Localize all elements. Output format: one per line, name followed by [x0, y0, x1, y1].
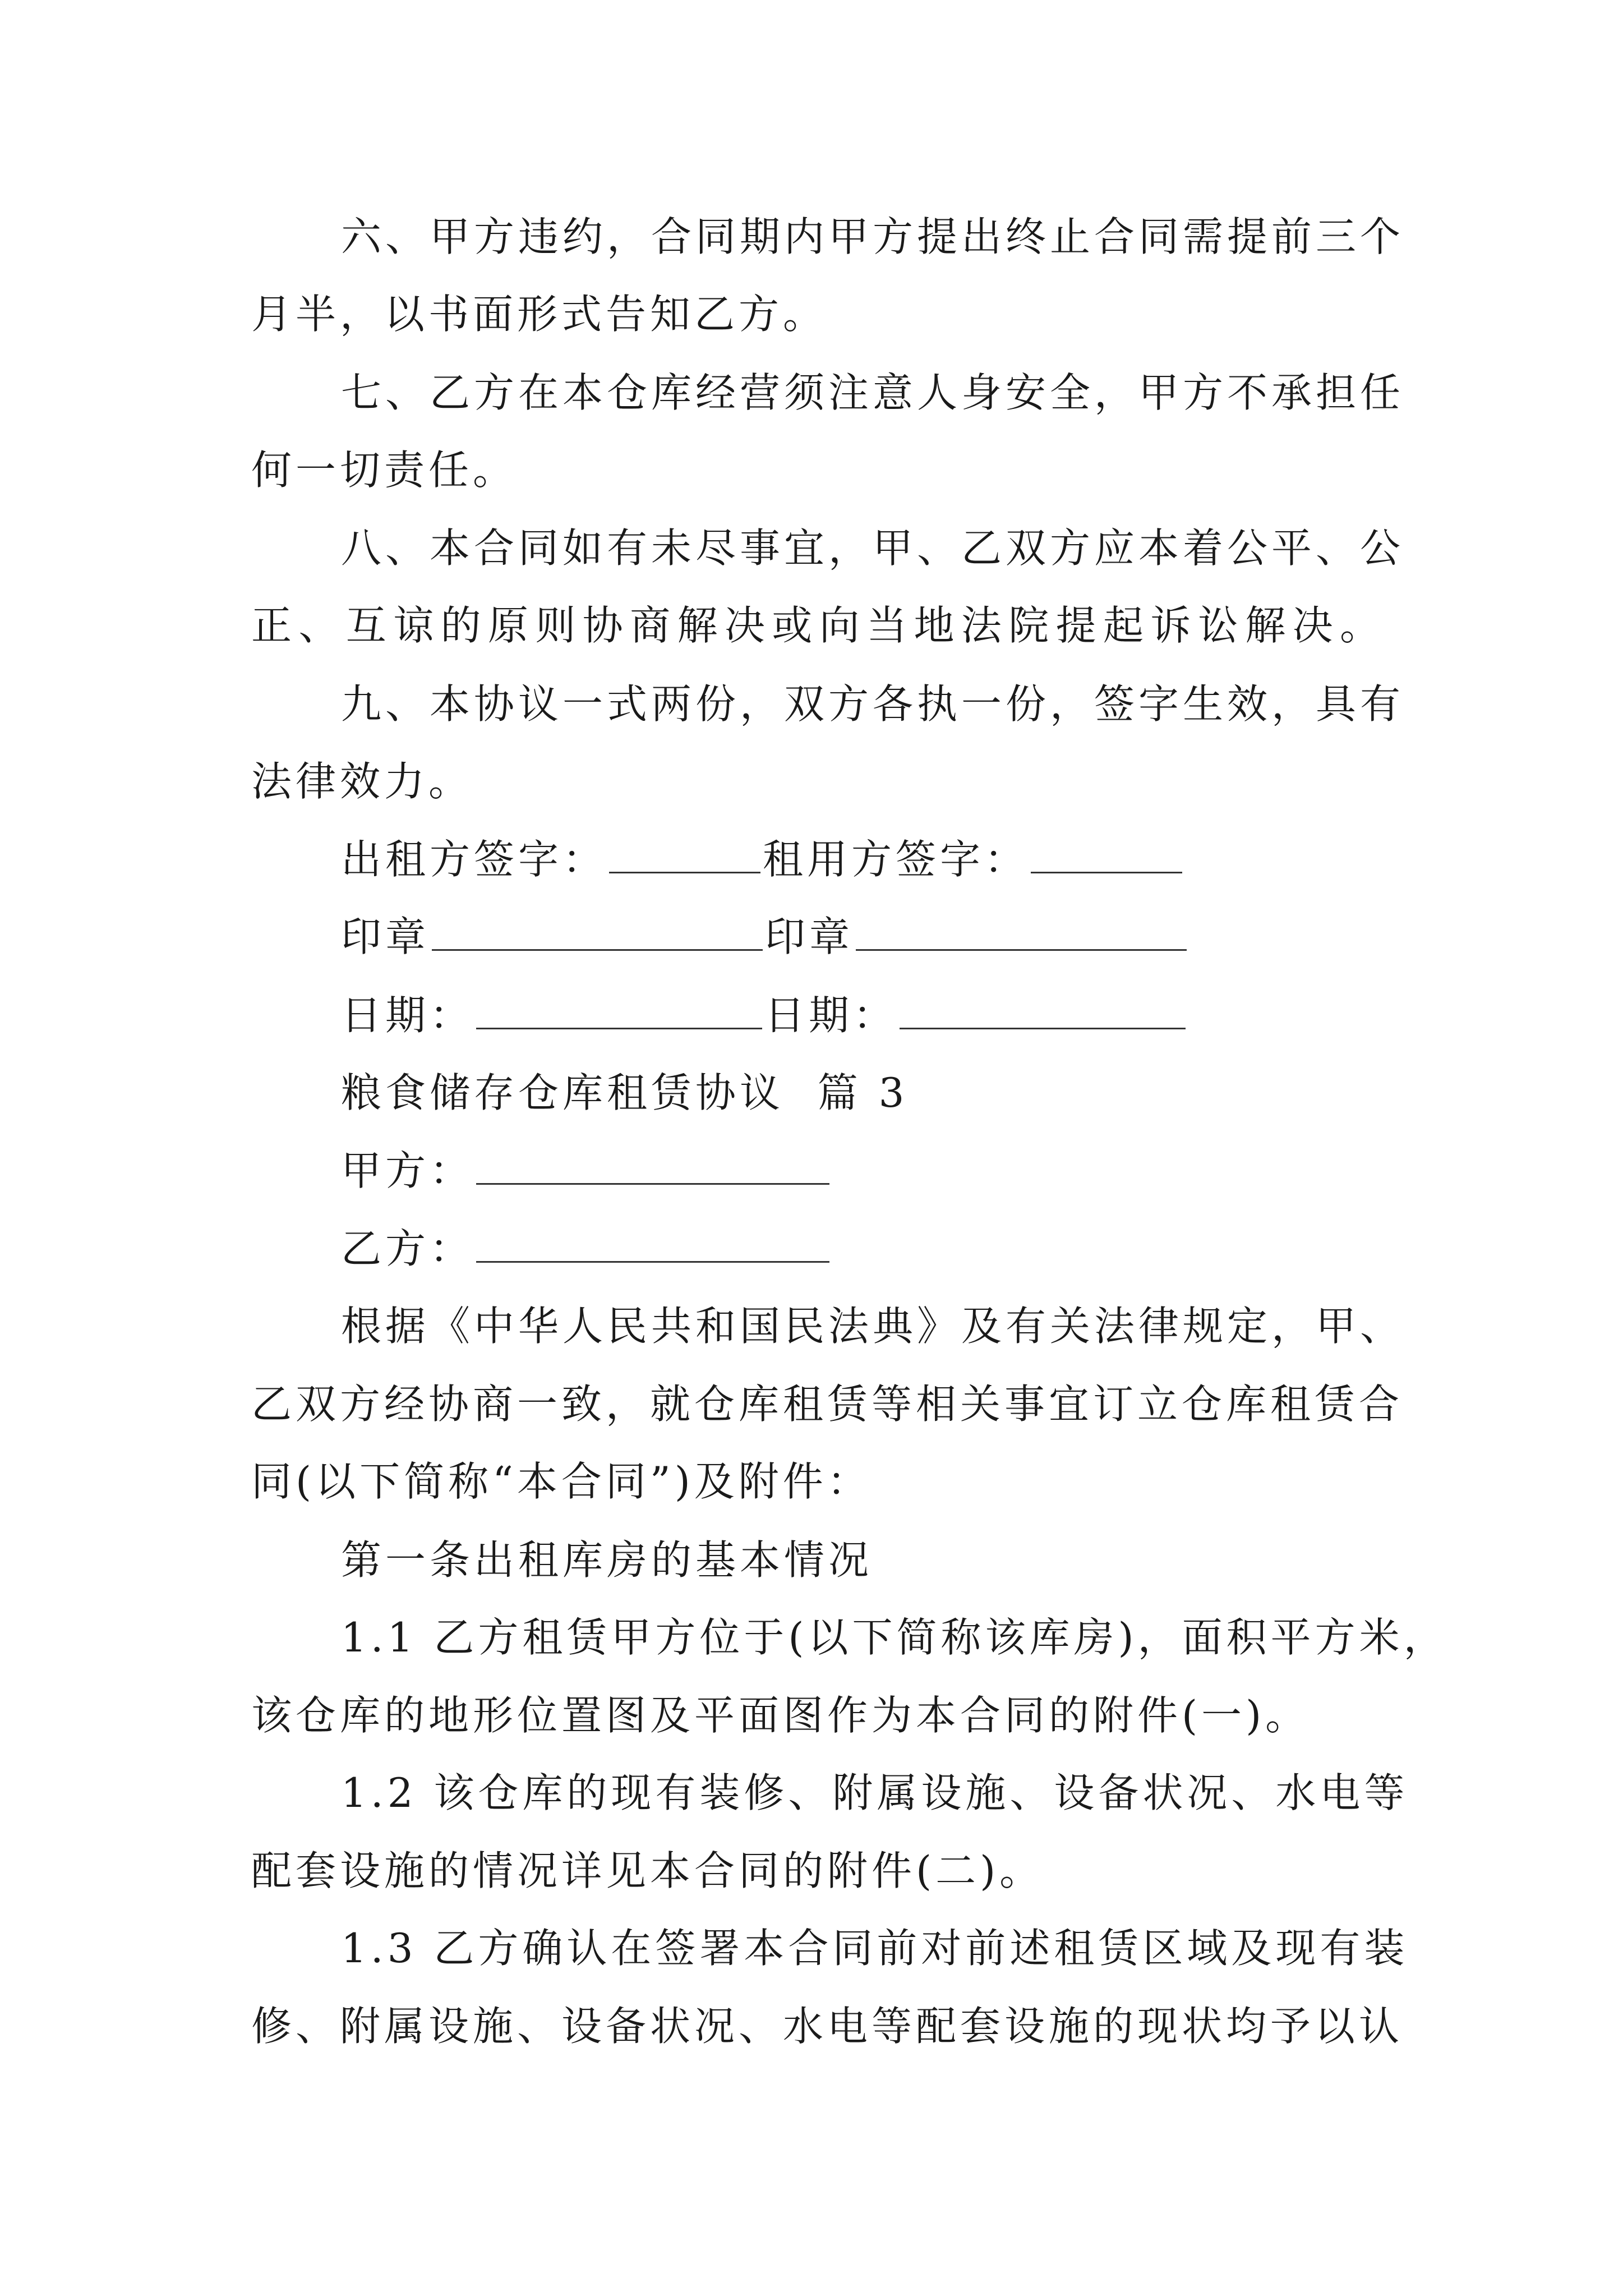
party-a-blank [476, 1148, 829, 1185]
clause-8-line-2: 正、互谅的原则协商解决或向当地法院提起诉讼解决。 [251, 602, 1384, 649]
lessor-seal-blank [432, 914, 763, 951]
lessor-date-blank [476, 993, 762, 1029]
intro-line-2: 乙双方经协商一致，就仓库租赁等相关事宜订立仓库租赁合 [251, 1381, 1404, 1428]
party-b-row [341, 1221, 832, 1277]
party-b-blank [476, 1226, 829, 1263]
article-1-title: 第一条出租库房的基本情况 [341, 1536, 873, 1584]
clause-6-line-1: 六、甲方违约，合同期内甲方提出终止合同需提前三个 [341, 213, 1405, 260]
clause-1-3-line-1: 1.3 乙方确认在签署本合同前对前述租赁区域及现有装 [341, 1925, 1409, 1972]
lessor-signature-blank [609, 837, 760, 873]
party-b-label: 乙方： [341, 1225, 474, 1272]
lessee-seal-label: 印章 [765, 913, 854, 960]
lessor-seal-label: 印章 [341, 913, 430, 960]
party-a-label: 甲方： [341, 1147, 474, 1194]
lessee-signature-blank [1031, 837, 1182, 873]
lessor-date-label: 日期： [341, 992, 474, 1039]
clause-6-line-2: 月半，以书面形式告知乙方。 [251, 291, 828, 338]
clause-7-line-2: 何一切责任。 [251, 447, 518, 494]
party-a-row [341, 1143, 832, 1199]
clause-9-line-2: 法律效力。 [251, 758, 473, 805]
clause-1-1-line-2: 该仓库的地形位置图及平面图作为本合同的附件(一)。 [251, 1692, 1310, 1739]
seal-row [341, 909, 1189, 965]
lessee-signature-label: 租用方签字： [763, 836, 1029, 883]
section-3-title: 粮食储存仓库租赁协议 篇 3 [341, 1069, 909, 1116]
lessee-seal-blank [856, 914, 1187, 951]
intro-line-3: 同(以下简称“本合同”)及附件： [251, 1458, 872, 1505]
clause-9-line-1: 九、本协议一式两份，双方各执一份，签字生效，具有 [341, 680, 1405, 728]
clause-1-2-line-1: 1.2 该仓库的现有装修、附属设施、设备状况、水电等 [341, 1769, 1409, 1816]
signature-row [341, 831, 1184, 887]
clause-8-line-1: 八、本合同如有未尽事宜，甲、乙双方应本着公平、公 [341, 524, 1405, 572]
clause-1-2-line-2: 配套设施的情况详见本合同的附件(二)。 [251, 1847, 1044, 1894]
intro-line-1: 根据《中华人民共和国民法典》及有关法律规定，甲、 [341, 1303, 1405, 1350]
date-row [341, 987, 1188, 1043]
lessee-date-label: 日期： [764, 992, 898, 1039]
clause-7-line-1: 七、乙方在本仓库经营须注意人身安全，甲方不承担任 [341, 369, 1405, 416]
clause-1-3-line-2: 修、附属设施、设备状况、水电等配套设施的现状均予以认 [251, 2003, 1404, 2050]
clause-1-1-line-1: 1.1 乙方租赁甲方位于(以下简称该库房)，面积平方米， [341, 1614, 1448, 1661]
lessor-signature-label: 出租方签字： [341, 836, 607, 883]
lessee-date-blank [900, 993, 1186, 1029]
